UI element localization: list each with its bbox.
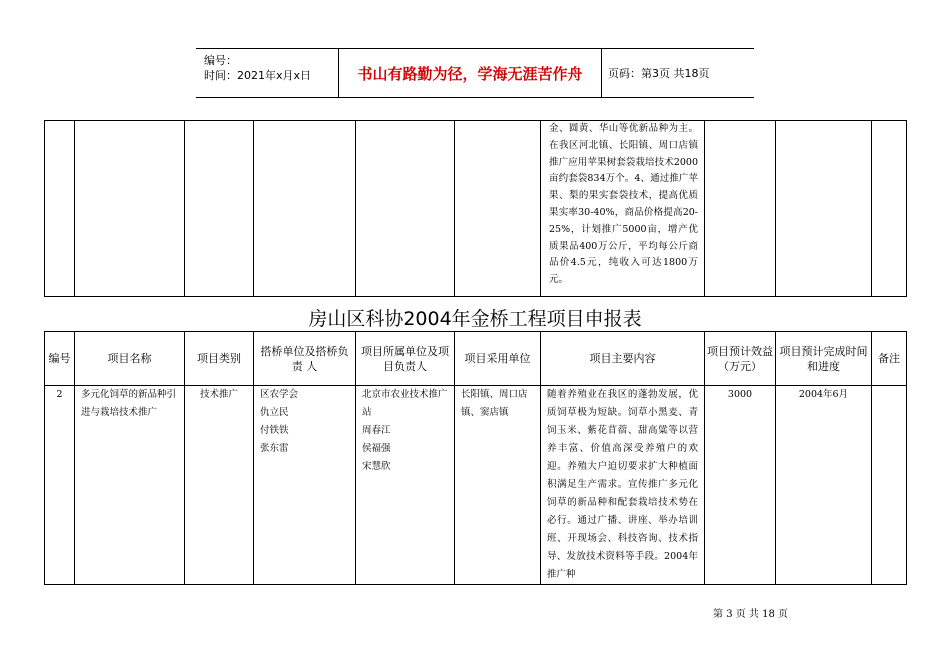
- header-bridge-unit: 搭桥单位及搭桥负 责 人: [254, 332, 356, 386]
- list-item: 宋慧欣: [362, 461, 391, 472]
- row-remark: [872, 386, 907, 585]
- list-item: 周春江: [362, 425, 391, 436]
- list-item: 付铁铁: [260, 425, 289, 436]
- list-item: 仇立民: [260, 407, 289, 418]
- list-item: 侯福强: [362, 443, 391, 454]
- header-page-number: 页码：第3页 共18页: [608, 67, 710, 80]
- list-item: 北京市农业技术推广站: [362, 389, 448, 418]
- header-timeline: 项目预计完成时间和进度: [776, 332, 872, 386]
- header-project-category: 项目类别: [185, 332, 254, 386]
- header-number: 编号: [45, 332, 75, 386]
- row-adopter: 长阳镇、周口店镇、窦店镇: [455, 386, 541, 585]
- table-header-row: [45, 332, 907, 386]
- list-item: 区农学会: [260, 389, 299, 400]
- header-adopter-unit: 项目采用单位: [455, 332, 541, 386]
- table-row: [45, 386, 907, 585]
- page-title: 房山区科协2004年金桥工程项目申报表: [308, 308, 642, 330]
- page-footer: 第 3 页 共 18 页: [713, 609, 788, 620]
- header-main-content: 项目主要内容: [541, 332, 705, 386]
- row-project-name: 多元化饲草的新品种引进与栽培技术推广: [75, 386, 185, 585]
- header-meta: [196, 49, 338, 97]
- list-item: 张东雷: [260, 443, 289, 454]
- page-header: [196, 48, 754, 98]
- row-project-category: 技术推广: [185, 386, 254, 585]
- row-bridge-people: [254, 386, 356, 585]
- header-owner-unit: 项目所属单位及项目负责人: [356, 332, 455, 386]
- row-benefit: 3000: [705, 386, 776, 585]
- row-number: 2: [45, 386, 75, 585]
- row-owner-people: [356, 386, 455, 585]
- project-table: [44, 331, 907, 585]
- document-time-label: 时间：2021年x月x日: [204, 69, 312, 82]
- row-main-content: 随着养殖业在我区的蓬勃发展，优质饲草极为短缺。饲草小黑麦、青饲玉米、紫花苜蓿、甜高粱等以营养丰富、价值高深受养殖户的欢迎。养殖大户迫切要求扩大种植面积满足生产需求。宣传推广多元化饲草的新品种和配套栽培技术势在必行。通过广播、讲座、举办培训班、开现场会、科技咨询、技术指导、发放技术资料等手段。2004年推广种: [541, 386, 705, 585]
- continuation-table: [44, 120, 907, 297]
- header-benefit: 项目预计效益（万元）: [705, 332, 776, 386]
- header-remark: 备注: [872, 332, 907, 386]
- row-timeline: 2004年6月: [776, 386, 872, 585]
- header-motto: 书山有路勤为径，学海无涯苦作舟: [338, 49, 602, 97]
- document-number-label: 编号：: [204, 54, 237, 67]
- header-project-name: 项目名称: [75, 332, 185, 386]
- continuation-content: 金、圆黄、华山等优新品种为主。在我区河北镇、长阳镇、周口店镇推广应用苹果树套袋栽培技术2000亩约套袋834万个。4、通过推广苹果、梨的果实套袋技术，提高优质果实率30-40%，商品价格提高20-25%，计划推广5000亩，增产优质果品400万公斤，平均每公斤商品价4.5元，纯收入可达1800万元。: [549, 123, 698, 286]
- table-row: [45, 121, 907, 297]
